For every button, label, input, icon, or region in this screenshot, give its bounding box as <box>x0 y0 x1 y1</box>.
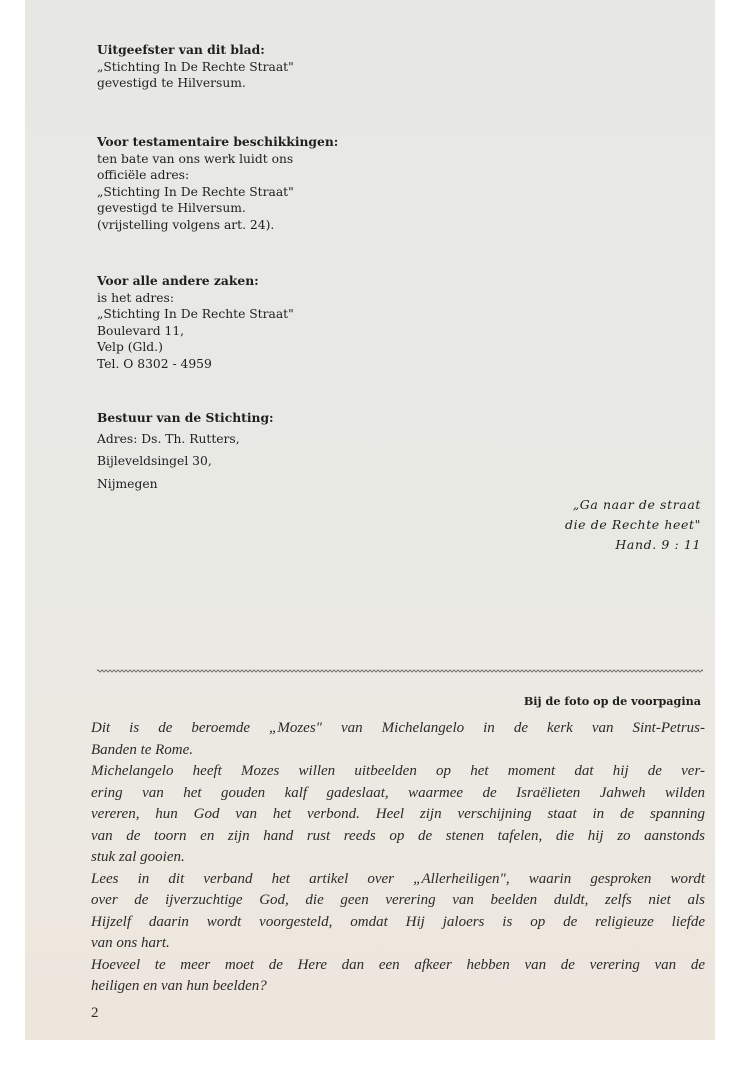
caption-line: Hijzelf daarin wordt voorgesteld, omdat Hij jaloers is op de religieuze liefde <box>91 913 705 930</box>
caption-line: Michelangelo heeft Mozes willen uitbeelden op het moment dat hij de ver- <box>91 763 705 779</box>
address-line: „Stichting In De Rechte Straat" <box>97 307 294 322</box>
testament-line: ten bate van ons werk luidt ons <box>97 151 294 166</box>
board-address-line: Bijleveldsingel 30, <box>97 454 212 469</box>
publisher-block <box>97 42 294 92</box>
bible-quote <box>565 495 701 555</box>
caption-line: Lees in dit verband het artikel over „Allerheiligen", waarin gesproken wordt <box>91 870 705 887</box>
testament-line: gevestigd te Hilversum. <box>97 201 246 216</box>
testament-line: officiële adres: <box>97 168 190 183</box>
address-line: Velp (Gld.) <box>97 340 163 355</box>
caption-line: over de ijverzuchtige God, die geen verering van beelden duldt, zelfs niet als <box>91 892 705 908</box>
caption-line: Hoeveel te meer moet de Here dan een afkeer hebben van de verering van de <box>91 956 705 973</box>
board-address-line: Nijmegen <box>97 476 158 491</box>
page-number: 2 <box>91 1005 99 1021</box>
publisher-line: gevestigd te Hilversum. <box>97 76 246 91</box>
testament-heading: Voor testamentaire beschikkingen: <box>97 134 339 149</box>
publisher-heading: Uitgeefster van dit blad: <box>97 42 265 57</box>
publisher-line: „Stichting In De Rechte Straat" <box>97 59 294 74</box>
board-heading: Bestuur van de Stichting: <box>97 410 274 425</box>
phone-line: Tel. O 8302 - 4959 <box>97 356 212 371</box>
quote-reference: Hand. 9 : 11 <box>615 537 701 552</box>
board-block <box>97 410 274 495</box>
magazine-page <box>25 0 715 1040</box>
caption-line: van ons hart. <box>91 935 170 951</box>
testament-block <box>97 134 338 234</box>
quote-line: die de Rechte heet" <box>564 517 701 532</box>
caption-line: heiligen en van hun beelden? <box>91 978 267 994</box>
photo-caption-text <box>91 718 705 998</box>
photo-caption-heading: Bij de foto op de voorpagina <box>523 694 701 708</box>
address-line: Boulevard 11, <box>97 323 185 338</box>
testament-line: (vrijstelling volgens art. 24). <box>97 217 275 232</box>
testament-line: „Stichting In De Rechte Straat" <box>97 184 294 199</box>
address-line: is het adres: <box>97 290 175 305</box>
caption-line: ering van het gouden kalf gadeslaat, waarmee de Israëlieten Jahweh wilden <box>91 784 705 801</box>
caption-line: Dit is de beroemde „Mozes" van Michelangelo in de kerk van Sint-Petrus- <box>91 720 705 736</box>
caption-line: Banden te Rome. <box>91 741 194 758</box>
caption-line: vereren, hun God van het verbond. Heel zijn verschijning staat in de spanning <box>91 806 705 822</box>
quote-line: „Ga naar de straat <box>572 497 701 512</box>
other-matters-block <box>97 273 294 373</box>
other-matters-heading: Voor alle andere zaken: <box>97 273 259 288</box>
board-address-line: Adres: Ds. Th. Rutters, <box>97 431 240 446</box>
wavy-divider <box>97 668 703 674</box>
caption-line: van de toorn en zijn hand rust reeds op de stenen tafelen, die hij zo aanstonds <box>91 827 705 844</box>
caption-line: stuk zal gooien. <box>91 849 185 865</box>
